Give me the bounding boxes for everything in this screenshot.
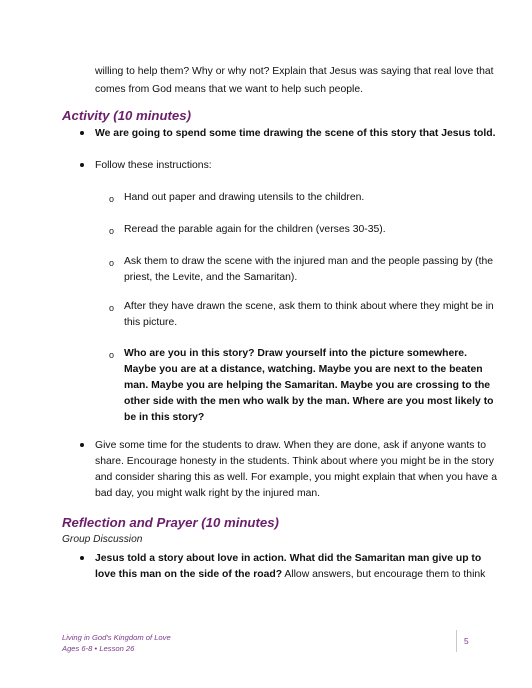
step-1: Hand out paper and drawing utensils to the children. <box>124 192 365 203</box>
step-5-line-2: Maybe you are at a distance, watching. Maybe you are next to the beaten <box>124 364 483 375</box>
step-4-line-1: After they have drawn the scene, ask them to think about where they might be in <box>124 301 494 312</box>
activity-heading: Activity (10 minutes) <box>62 108 191 123</box>
activity-bullet-3-line-3: and consider sharing this as well. For example, you might explain that when you have a <box>95 472 497 483</box>
step-5-line-4: other side with the men who walk by the man. Where are you most likely to <box>124 396 494 407</box>
step-4-line-2: this picture. <box>124 317 178 328</box>
reflection-bullet-line-1: Jesus told a story about love in action. What did the Samaritan man give up to <box>95 553 482 564</box>
footer-meta <box>62 643 134 654</box>
step-2: Reread the parable again for the children (verses 30-35). <box>124 224 386 235</box>
sub-bullet-icon: o <box>109 303 115 313</box>
intro-text-line-2: comes from God means that we want to help such people. <box>95 84 363 95</box>
step-5-line-5: be in this story? <box>124 412 205 423</box>
step-5-line-1: Who are you in this story? Draw yourself into the picture somewhere. <box>124 348 467 359</box>
reflection-heading: Reflection and Prayer (10 minutes) <box>62 515 279 530</box>
bullet-icon <box>80 131 84 135</box>
activity-bullet-3-line-1: Give some time for the students to draw. When they are done, ask if anyone wants to <box>95 440 487 451</box>
activity-bullet-3-line-4: bad day, you might walk right by the injured man. <box>95 488 321 499</box>
activity-bullet-2: Follow these instructions: <box>95 160 212 171</box>
reflection-bullet-line-2 <box>95 565 485 584</box>
activity-bullet-3-line-2: share. Encourage honesty in the students. Think about where you might be in the story <box>95 456 494 467</box>
sub-bullet-icon: o <box>109 258 115 268</box>
bullet-icon <box>80 163 84 167</box>
bullet-icon <box>80 443 84 447</box>
footer-separator: • <box>94 644 98 653</box>
activity-bullet-1: We are going to spend some time drawing the scene of this story that Jesus told. <box>95 128 496 139</box>
page-number: 5 <box>464 636 469 646</box>
step-5-line-3: man. Maybe you are helping the Samaritan. Maybe you are crossing to the <box>124 380 491 391</box>
sub-bullet-icon: o <box>109 350 115 360</box>
step-3-line-1: Ask them to draw the scene with the injured man and the people passing by (the <box>124 256 494 267</box>
footer-ages: Ages 6-8 <box>62 644 93 653</box>
footer-lesson: Lesson 26 <box>99 644 135 653</box>
reflection-bullet-question: love this man on the side of the road? <box>95 569 283 580</box>
footer-divider <box>456 630 457 652</box>
intro-text-line-1: willing to help them? Why or why not? Explain that Jesus was saying that real love that <box>95 66 494 77</box>
step-3-line-2: priest, the Levite, and the Samaritan). <box>124 272 298 283</box>
bullet-icon <box>80 556 84 560</box>
sub-bullet-icon: o <box>109 226 115 236</box>
reflection-subheading: Group Discussion <box>62 534 143 545</box>
reflection-bullet-instruction: Allow answers, but encourage them to think <box>282 569 486 580</box>
footer-title: Living in God's Kingdom of Love <box>62 633 171 642</box>
sub-bullet-icon: o <box>109 194 115 204</box>
